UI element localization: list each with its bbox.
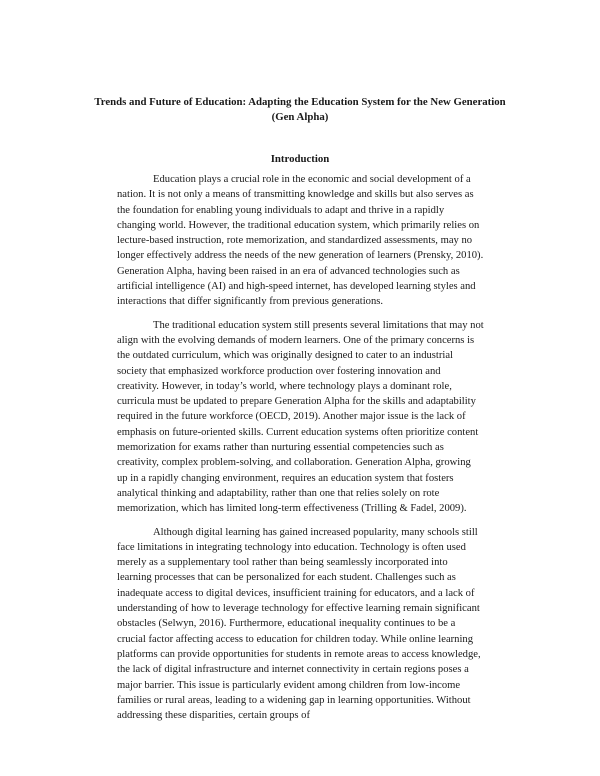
paragraph-1: Education plays a crucial role in the economic and social development of a nation. It is not only a means of transmitting knowledge and skills but also serves as the foundation for enabling young individuals to adapt and thrive in a rapidly changing world. However, the traditional education system, which primarily relies on lecture-based instruction, rote memorization, and standardized assessments, may no longer effectively address the needs of the new generation of learners (Prensky, 2010). Generation Alpha, having been raised in an era of advanced technologies such as artificial intelligence (AI) and high-speed internet, has developed learning styles and interactions that differ significantly from previous generations.: [117, 174, 484, 308]
document-title: Trends and Future of Education: Adapting the Education System for the New Generation (Gen Alpha): [94, 96, 506, 123]
paragraph-3: Although digital learning has gained increased popularity, many schools still face limitations in integrating technology into education. Technology is often used merely as a supplementary tool rather than being seamlessly incorporated into learning processes that can be personalized for each student. Challenges such as inadequate access to digital devices, insufficient training for educators, and a lack of understanding of how to leverage technology for effective learning remain significant obstacles (Selwyn, 2016). Furthermore, educational inequality continues to be a crucial factor affecting access to education for children today. While online learning platforms can provide opportunities for students in remote areas to access knowledge, the lack of digital infrastructure and internet connectivity in certain regions poses a major barrier. This issue is particularly evident among children from low-income families or rural areas, leading to a widening gap in learning opportunities. Without addressing these disparities, certain groups of: [117, 526, 481, 722]
paragraph-2: The traditional education system still presents several limitations that may not align with the evolving demands of modern learners. One of the primary concerns is the outdated curriculum, which was originally designed to cater to an industrial society that emphasized workforce production over fostering innovation and creativity. However, in today’s world, where technology plays a dominant role, curricula must be updated to prepare Generation Alpha for the skills and adaptability required in the future workforce (OECD, 2019). Another major issue is the lack of emphasis on future-oriented skills. Current education systems often prioritize content memorization for exams rather than nurturing essential competencies such as creativity, complex problem-solving, and collaboration. Generation Alpha, growing up in a rapidly changing environment, requires an education system that fosters analytical thinking and adaptability, rather than one that relies solely on rote memorization, which has limited long-term effectiveness (Trilling & Fadel, 2009).: [117, 319, 484, 515]
document-body: [117, 172, 484, 731]
section-heading-introduction: Introduction: [270, 153, 330, 165]
